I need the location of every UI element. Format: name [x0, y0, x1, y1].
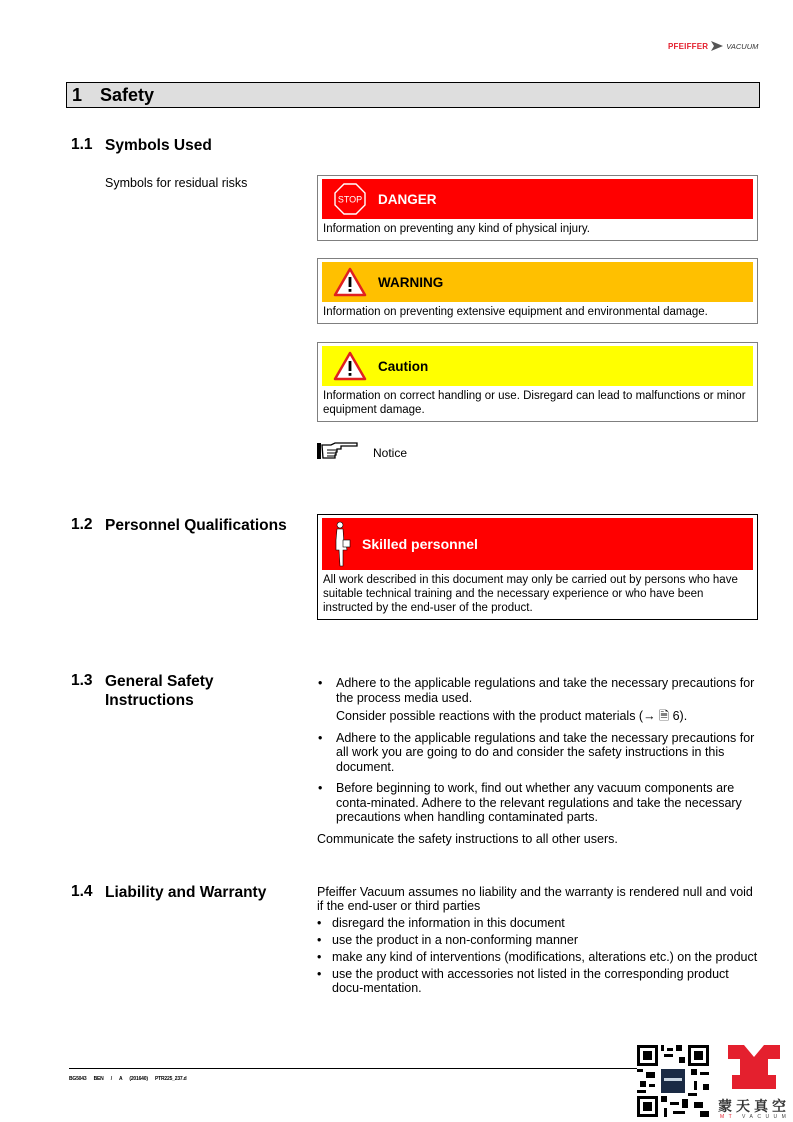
- section-number: 1.4: [71, 883, 93, 900]
- watermark-mt: MT: [720, 1114, 737, 1120]
- section-title: General Safety Instructions: [105, 673, 214, 709]
- notice-row: [317, 441, 407, 464]
- mt-logo-icon: [728, 1045, 780, 1089]
- logo-arrow-icon: [711, 41, 723, 51]
- footer-file: PTR225_237.d: [155, 1076, 187, 1082]
- list-item: [317, 781, 762, 825]
- logo-brand: PFEIFFER: [668, 41, 709, 51]
- qr-code-icon: [637, 1045, 709, 1117]
- section-number: 1.1: [71, 136, 93, 153]
- skilled-personnel-label: Skilled personnel: [362, 536, 478, 552]
- bullet-icon: •: [317, 916, 322, 930]
- liability-block: [317, 885, 762, 995]
- section-title: Liability and Warranty: [105, 884, 267, 901]
- footer-divider: [69, 1068, 639, 1069]
- list-item: [317, 731, 762, 775]
- bullet-icon: •: [317, 950, 322, 964]
- bullet-icon: •: [317, 967, 322, 981]
- symbols-side-label: Symbols for residual risks: [105, 176, 248, 190]
- stop-sign-icon: [322, 179, 378, 219]
- list-item: [317, 676, 762, 724]
- section-heading-symbols-used: [71, 136, 212, 155]
- list-item-text: disregard the information in this document: [332, 916, 565, 930]
- watermark-english: [720, 1114, 790, 1120]
- logo-suffix: VACUUM: [726, 41, 759, 51]
- footer-doc-id: BG5043 BEN / A: [69, 1076, 123, 1082]
- danger-box: [317, 175, 758, 241]
- bullet-icon: •: [318, 781, 323, 795]
- caution-text: Information on correct handling or use. Disregard can lead to malfunctions or minor equipment damage.: [323, 390, 746, 416]
- watermark-chinese: 蒙天真空: [718, 1098, 790, 1114]
- warning-triangle-icon: [322, 346, 378, 386]
- warning-label: WARNING: [378, 274, 444, 290]
- danger-bar: [322, 179, 753, 219]
- notice-label: Notice: [373, 445, 408, 460]
- skilled-personnel-bar: [322, 518, 753, 570]
- svg-text:STOP: STOP: [337, 194, 363, 205]
- caution-box: [317, 342, 758, 422]
- list-item-text: use the product in a non-conforming manner: [332, 933, 578, 947]
- general-safety-closing: Communicate the safety instructions to all other users.: [317, 831, 618, 846]
- section-heading-personnel-qualifications: [71, 516, 287, 535]
- footer-doc-info: [69, 1076, 187, 1082]
- list-item: [317, 916, 762, 930]
- danger-text: Information on preventing any kind of physical injury.: [323, 223, 590, 235]
- pointing-hand-icon: [317, 441, 359, 464]
- bullet-icon: •: [318, 676, 323, 690]
- skilled-personnel-text: All work described in this document may only be carried out by persons who have suitable technical training and the necessary experience or who have been instructed by the end-user of the product.: [323, 574, 738, 614]
- watermark-vacuum: VACUUM: [742, 1114, 791, 1120]
- section-heading-general-safety: [71, 672, 255, 710]
- chapter-number: 1: [72, 84, 83, 105]
- list-item-text: make any kind of interventions (modifications, alterations etc.) on the product: [332, 950, 758, 964]
- section-title: Personnel Qualifications: [105, 517, 287, 534]
- caution-bar: [322, 346, 753, 386]
- skilled-personnel-box: [317, 514, 758, 620]
- list-item-text: Adhere to the applicable regulations and take the necessary precautions for all work you are going to do and consider the safety instructions in this document.: [336, 730, 755, 774]
- chapter-title: Safety: [100, 84, 155, 105]
- mt-vacuum-logo: [715, 1045, 793, 1122]
- list-item: [317, 967, 762, 995]
- warning-bar: [322, 262, 753, 302]
- section-title: Symbols Used: [105, 137, 212, 154]
- list-item: [317, 950, 762, 964]
- section-heading-liability: [71, 883, 266, 902]
- list-item-text: Adhere to the applicable regulations and take the necessary precautions for the process media used.: [336, 676, 755, 705]
- section-number: 1.3: [71, 672, 93, 689]
- liability-intro: Pfeiffer Vacuum assumes no liability and the warranty is rendered null and void if the end-user or third parties: [317, 885, 753, 913]
- warning-triangle-icon: [322, 262, 378, 302]
- caution-label: Caution: [378, 358, 429, 374]
- list-item-subtext: Consider possible reactions with the product materials (→ 🗎 6).: [336, 709, 688, 723]
- bullet-icon: •: [318, 730, 323, 745]
- footer-date-code: (201640): [129, 1076, 148, 1082]
- list-item-text: Before beginning to work, find out whether any vacuum components are conta-minated. Adhere to the relevant regulations and take the necessary precautions when handling contaminated parts.: [336, 781, 742, 824]
- warning-text: Information on preventing extensive equipment and environmental damage.: [323, 306, 708, 318]
- general-safety-list: [317, 676, 762, 846]
- danger-label: DANGER: [378, 191, 437, 207]
- list-item: [317, 933, 762, 947]
- section-number: 1.2: [71, 516, 93, 533]
- pfeiffer-logo: [668, 40, 758, 52]
- list-item-text: use the product with accessories not listed in the corresponding product docu-mentation.: [332, 967, 729, 995]
- warning-box: [317, 258, 758, 324]
- chapter-heading: [66, 82, 760, 108]
- bullet-icon: •: [317, 933, 322, 947]
- skilled-person-icon: [322, 518, 362, 570]
